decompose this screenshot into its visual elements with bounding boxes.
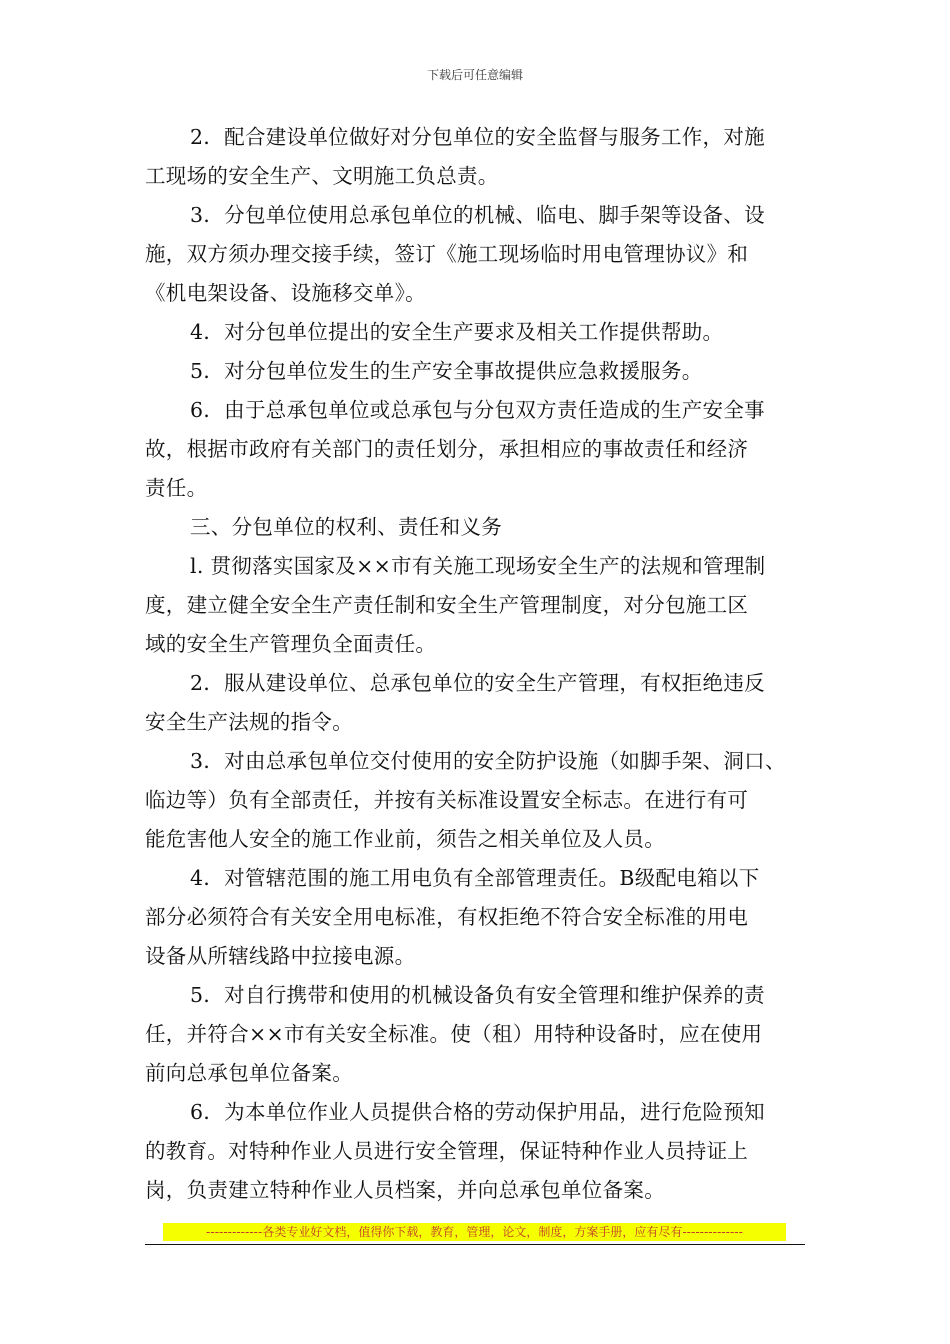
paragraph: [145, 118, 815, 196]
text-line: 安全生产法规的指令。: [145, 710, 353, 734]
paragraph: [145, 196, 815, 313]
page-header-note: 下载后可任意编辑: [426, 68, 523, 82]
text-line: 域的安全生产管理负全面责任。: [145, 632, 437, 656]
text-line: 部分必须符合有关安全用电标准，有权拒绝不符合安全标准的用电: [145, 905, 749, 929]
text-line: 岗，负责建立特种作业人员档案，并向总承包单位备案。: [145, 1178, 665, 1202]
text-line: 临边等）负有全部责任，并按有关标准设置安全标志。在进行有可: [145, 788, 749, 812]
text-line: 设备从所辖线路中拉接电源。: [145, 944, 416, 968]
text-line: 三、分包单位的权利、责任和义务: [190, 515, 502, 539]
text-line: 任，并符合××市有关安全标准。使（租）用特种设备时，应在使用: [145, 1022, 763, 1046]
paragraph: [145, 976, 815, 1093]
paragraph: [145, 1093, 815, 1210]
text-line: 2．服从建设单位、总承包单位的安全生产管理，有权拒绝违反: [190, 671, 765, 695]
text-line: 度，建立健全安全生产责任制和安全生产管理制度，对分包施工区: [145, 593, 749, 617]
text-line: 5．对自行携带和使用的机械设备负有安全管理和维护保养的责: [190, 983, 765, 1007]
text-line: 2．配合建设单位做好对分包单位的安全监督与服务工作，对施: [190, 125, 765, 149]
text-line: 施，双方须办理交接手续，签订《施工现场临时用电管理协议》和: [145, 242, 749, 266]
paragraph: [145, 664, 815, 742]
text-line: 4．对分包单位提出的安全生产要求及相关工作提供帮助。: [190, 320, 724, 344]
text-line: 责任。: [145, 476, 208, 500]
text-line: 3．对由总承包单位交付使用的安全防护设施（如脚手架、洞口、: [190, 749, 786, 773]
paragraph: [145, 859, 815, 976]
text-line: 5．对分包单位发生的生产安全事故提供应急救援服务。: [190, 359, 703, 383]
text-line: 工现场的安全生产、文明施工负总责。: [145, 164, 499, 188]
text-line: 《机电架设备、设施移交单》。: [145, 281, 426, 305]
text-line: 6．由于总承包单位或总承包与分包双方责任造成的生产安全事: [190, 398, 765, 422]
text-line: 4．对管辖范围的施工用电负有全部管理责任。B级配电箱以下: [190, 866, 760, 890]
document-body: [145, 118, 815, 1210]
text-line: 3．分包单位使用总承包单位的机械、临电、脚手架等设备、设: [190, 203, 765, 227]
text-line: 故，根据市政府有关部门的责任划分，承担相应的事故责任和经济: [145, 437, 749, 461]
text-line: 的教育。对特种作业人员进行安全管理，保证特种作业人员持证上: [145, 1139, 749, 1163]
text-line: l. 贯彻落实国家及××市有关施工现场安全生产的法规和管理制: [190, 554, 766, 578]
paragraph: [145, 352, 815, 391]
text-line: 能危害他人安全的施工作业前，须告之相关单位及人员。: [145, 827, 665, 851]
footer-promo-banner: -------------各类专业好文档，值得你下载，教育，管理，论文，制度，方案手册，应有尽有--------------: [163, 1223, 786, 1241]
text-line: 6．为本单位作业人员提供合格的劳动保护用品，进行危险预知: [190, 1100, 765, 1124]
section-heading: [145, 508, 815, 547]
footer-divider: [145, 1244, 805, 1245]
text-line: 前向总承包单位备案。: [145, 1061, 353, 1085]
paragraph: [145, 742, 815, 859]
paragraph: [145, 547, 815, 664]
paragraph: [145, 391, 815, 508]
paragraph: [145, 313, 815, 352]
